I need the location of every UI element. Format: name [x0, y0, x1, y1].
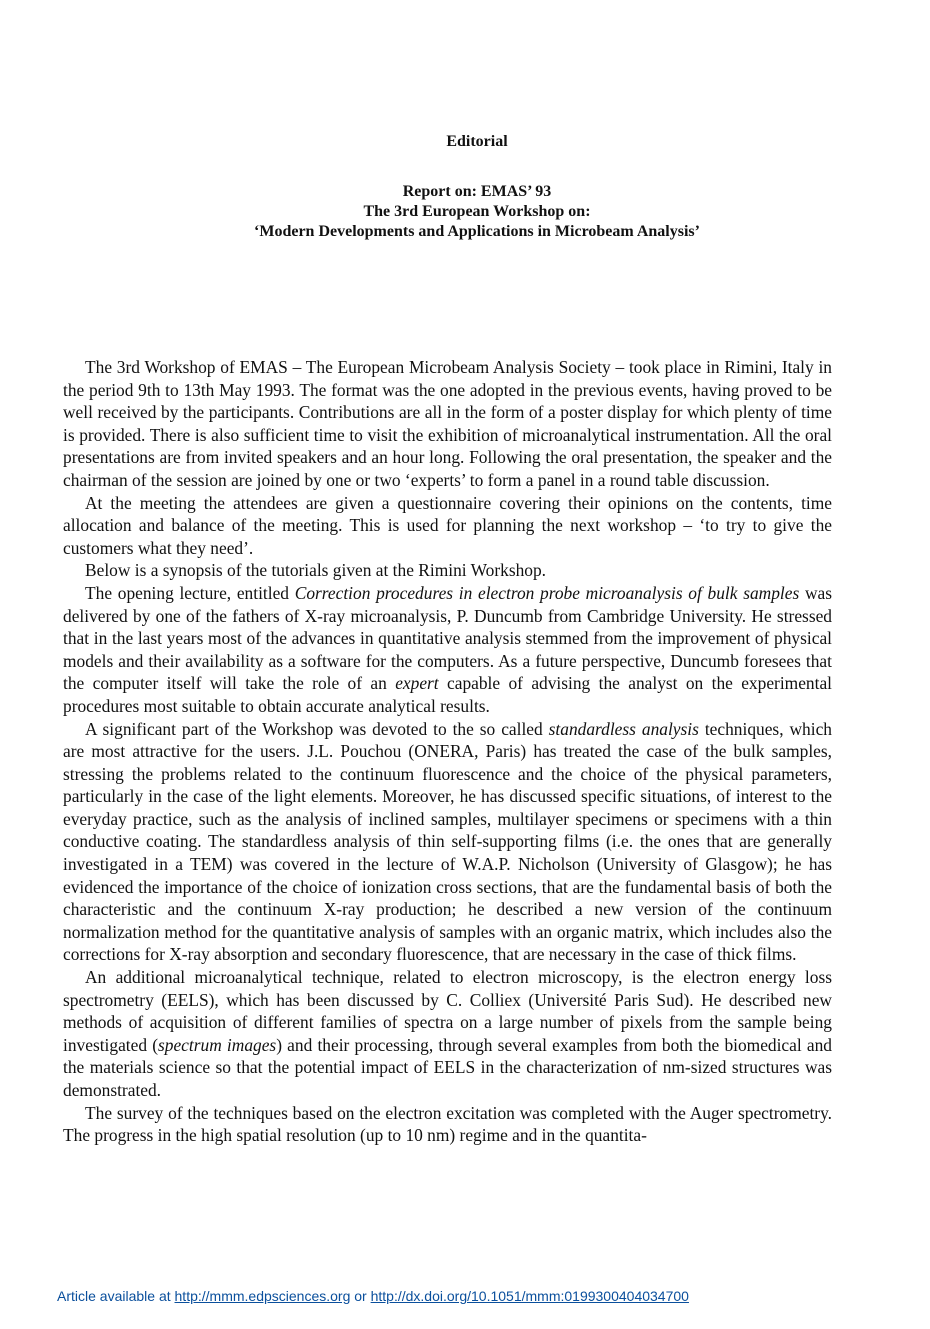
paragraph: Below is a synopsis of the tutorials given at the Rimini Workshop. [85, 560, 547, 581]
paragraph: At the meeting the attendees are given a questionnaire covering their opinions on the contents, time allocation and balance of the meeting. This is used for planning the next workshop – ‘to try to give the customers what they need’. [63, 492, 832, 558]
italic-term: standardless analysis [548, 718, 699, 739]
text-run: A significant part of the Workshop was devoted to the so called [85, 718, 549, 739]
footer-prefix: Article available at [57, 1288, 175, 1304]
title-line-3: ‘Modern Developments and Applications in Microbeam Analysis’ [254, 223, 700, 240]
paragraph: The 3rd Workshop of EMAS – The European Microbeam Analysis Society – took place in Rimini, Italy in the period 9th to 13th May 1993. The format was the one adopted in the previous events, having proved to be well received by the participants. Contributions are all in the form of a poster display for which plenty of time is provided. There is also sufficient time to visit the exhibition of microanalytical instrumentation. All the oral presentations are from invited speakers and an hour long. Following the oral presentation, the speaker and the chairman of the session are joined by one or two ‘experts’ to form a panel in a round table discussion. [63, 357, 832, 490]
italic-term: expert [395, 673, 439, 694]
footer-middle: or [350, 1288, 371, 1304]
text-run: ) and their processing, through several examples from both the biomedical and the materials science so that the potential impact of EELS in the characterization of nm-sized structures was demonstrated. [63, 1034, 832, 1100]
paragraph [63, 966, 832, 1102]
section-heading [12, 132, 930, 152]
journal-link[interactable]: http://mmm.edpsciences.org [174, 1288, 351, 1304]
italic-title: Correction procedures in electron probe microanalysis of bulk samples [294, 582, 800, 603]
text-run: techniques, which are most attractive for the users. J.L. Pouchou (ONERA, Paris) has treated the case of the bulk samples, stressing the problems related to the continuum fluorescence and the choice of the physical parameters, particularly in the case of the light elements. Moreover, he has discussed specific situations, of interest to the everyday practice, such as the analysis of inclined samples, multilayer specimens or specimens with a thin conductive coating. The standardless analysis of thin self-supporting films (i.e. the ones that are generally investigated in a TEM) was covered in the lecture of W.A.P. Nicholson (University of Glasgow); he has evidenced the importance of the choice of ionization cross sections, that are the fundamental basis of both the characteristic and the continuum X-ray production; he described a new version of the continuum normalization method for the quantitative analysis of samples with an organic matrix, which includes also the corrections for X-ray absorption and secondary fluorescence, that are necessary in the case of thick films. [63, 718, 832, 965]
article-body [63, 356, 832, 1147]
text-run: capable of advising the analyst on the experimental procedures most suitable to obtain accurate analytical results. [63, 673, 832, 716]
text-run: The opening lecture, entitled [85, 582, 295, 603]
doi-link[interactable]: http://dx.doi.org/10.1051/mmm:0199300404034700 [370, 1288, 689, 1304]
article-title [12, 182, 930, 242]
availability-footer [57, 1288, 689, 1304]
paragraph: The survey of the techniques based on the electron excitation was completed with the Auger spectrometry. The progress in the high spatial resolution (up to 10 nm) regime and in the quantita- [63, 1102, 832, 1146]
italic-term: spectrum images [158, 1034, 277, 1055]
section-label: Editorial [446, 133, 508, 150]
title-line-2: The 3rd European Workshop on: [363, 203, 591, 220]
paragraph [63, 718, 832, 967]
text-run: was delivered by one of the fathers of X-ray microanalysis, P. Duncumb from Cambridge University. He stressed that in the last years most of the advances in quantitative analysis stemmed from the improvement of physical models and their availability as a software for the computers. As a future perspective, Duncumb foresees that the computer itself will take the role of an [63, 582, 832, 694]
paragraph [63, 582, 832, 718]
title-line-1: Report on: EMAS’ 93 [402, 183, 552, 200]
text-run: An additional microanalytical technique, related to electron microscopy, is the electron energy loss spectrometry (EELS), which has been discussed by C. Colliex (Université Paris Sud). He described new methods of acquisition of different families of spectra on a large number of pixels from the sample being investigated ( [63, 967, 832, 1055]
